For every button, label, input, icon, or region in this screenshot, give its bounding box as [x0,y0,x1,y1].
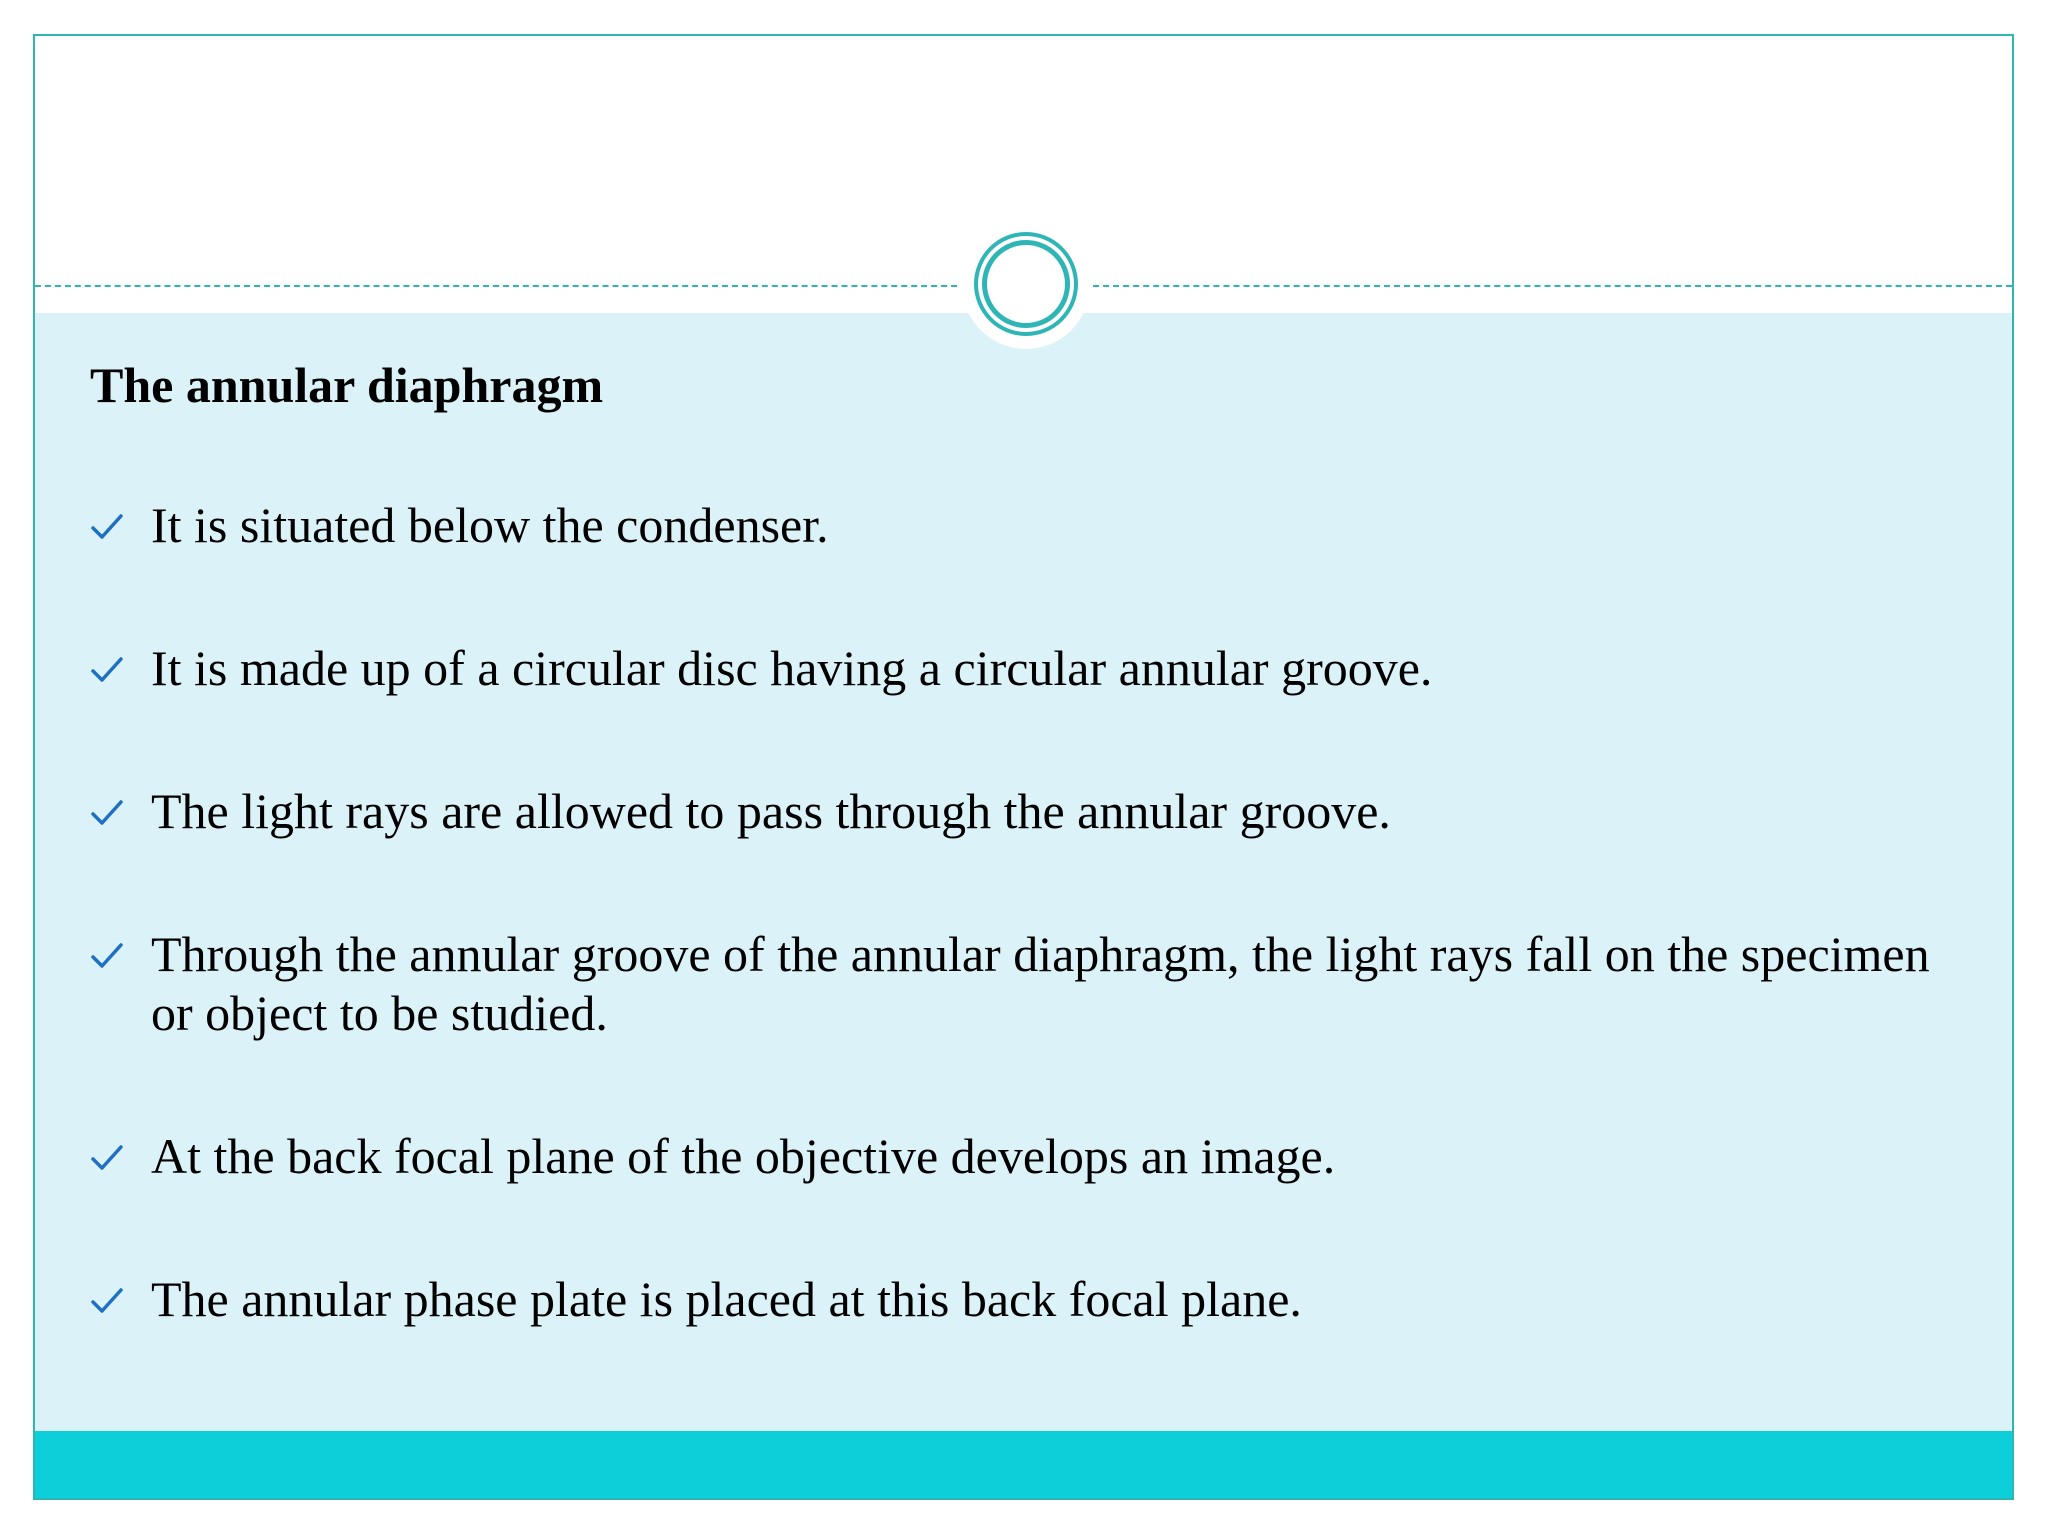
bullet-item [90,639,1970,698]
bullet-item [90,1127,1970,1186]
bullet-text: It is made up of a circular disc having a circular annular groove. [151,640,1433,696]
bullet-text: At the back focal plane of the objective develops an image. [151,1128,1336,1184]
slide-title: The annular diaphragm [90,357,604,413]
slide-frame [33,34,2014,1500]
bullet-text: Through the annular groove of the annular diaphragm, the light rays fall on the specimen or object to be studied. [151,926,1930,1041]
bullet-item [90,925,1970,1043]
bullet-item [90,782,1970,841]
bullet-text: The annular phase plate is placed at this back focal plane. [151,1271,1302,1327]
header-divider-left [35,285,957,287]
bullet-text: The light rays are allowed to pass through the annular groove. [151,783,1391,839]
checkmark-icon [90,1127,130,1186]
bullet-list [90,496,1970,1413]
checkmark-icon [90,782,130,841]
bottom-band [35,1431,2012,1500]
bullet-item [90,496,1970,555]
checkmark-icon [90,496,130,555]
bullet-item [90,1270,1970,1329]
bullet-text: It is situated below the condenser. [151,497,829,553]
circle-ornament-inner-ring [982,240,1070,328]
checkmark-icon [90,925,130,984]
header-divider-right [1093,285,2012,287]
checkmark-icon [90,1270,130,1329]
checkmark-icon [90,639,130,698]
